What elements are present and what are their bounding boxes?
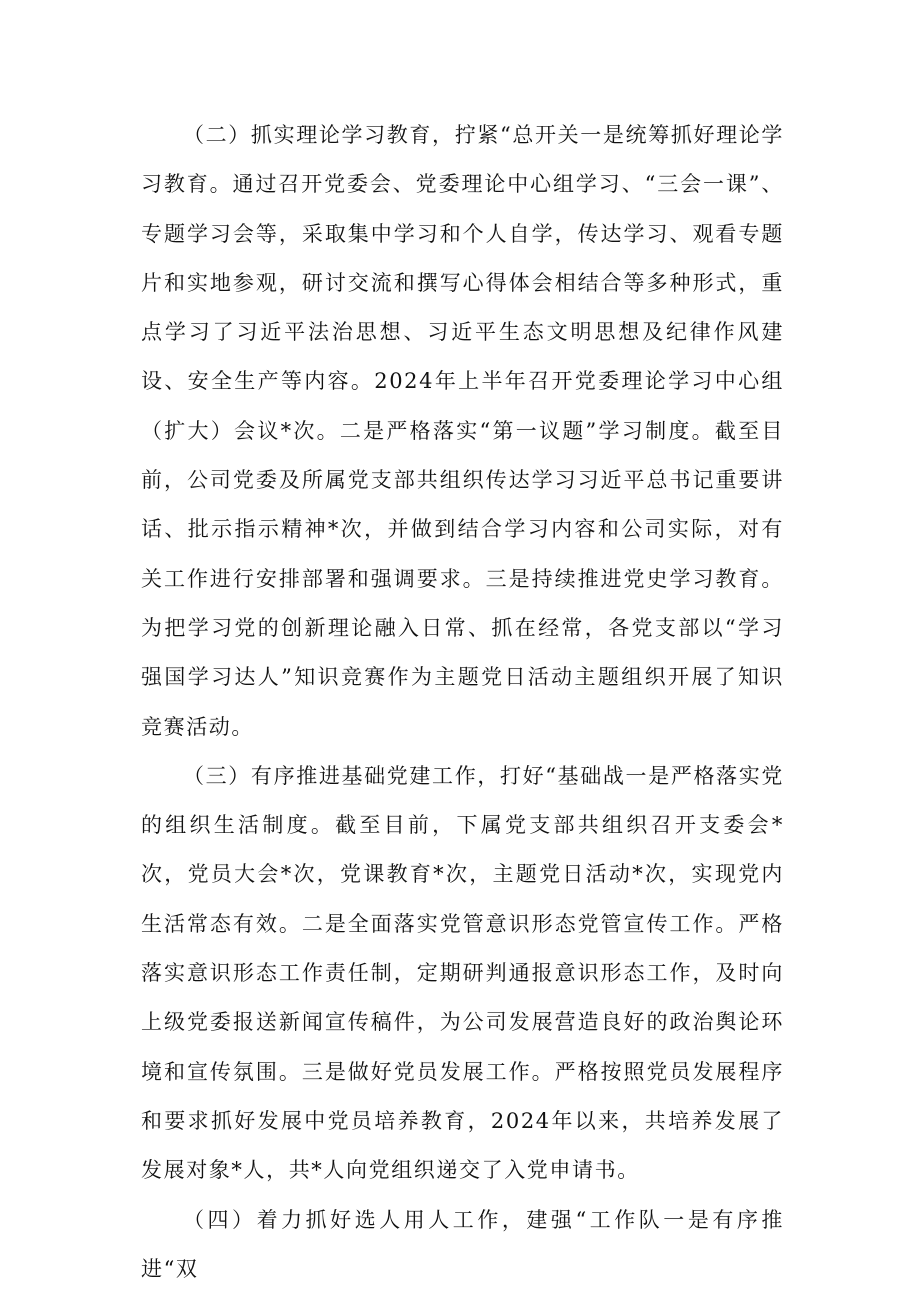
document-body <box>141 111 784 1294</box>
paragraph-party-building: （三）有序推进基础党建工作，打好“基础战一是严格落实党的组织生活制度。截至目前，下属党支部共组织召开支委会*次，党员大会*次，党课教育*次，主题党日活动*次，实现党内生活常态有效。二是全面落实党管意识形态党管宣传工作。严格落实意识形态工作责任制，定期研判通报意识形态工作，及时向上级党委报送新闻宣传稿件，为公司发展营造良好的政治舆论环境和宣传氛围。三是做好党员发展工作。严格按照党员发展程序和要求抓好发展中党员培养教育，2024年以来，共培养发展了发展对象*人，共*人向党组织递交了入党申请书。 <box>141 763 784 1183</box>
paragraph-personnel-selection: （四）着力抓好选人用人工作，建强“工作队一是有序推进“双 <box>141 1207 784 1281</box>
paragraph-theory-study: （二）抓实理论学习教育，拧紧“总开关一是统筹抓好理论学习教育。通过召开党委会、党委理论中心组学习、“三会一课”、专题学习会等，采取集中学习和个人自学，传达学习、观看专题片和实地参观，研讨交流和撰写心得体会相结合等多种形式，重点学习了习近平法治思想、习近平生态文明思想及纪律作风建设、安全生产等内容。2024年上半年召开党委理论学习中心组（扩大）会议*次。二是严格落实“第一议题”学习制度。截至目前，公司党委及所属党支部共组织传达学习习近平总书记重要讲话、批示指示精神*次，并做到结合学习内容和公司实际，对有关工作进行安排部署和强调要求。三是持续推进党史学习教育。为把学习党的创新理论融入日常、抓在经常，各党支部以“学习强国学习达人”知识竞赛作为主题党日活动主题组织开展了知识竞赛活动。 <box>141 123 784 739</box>
